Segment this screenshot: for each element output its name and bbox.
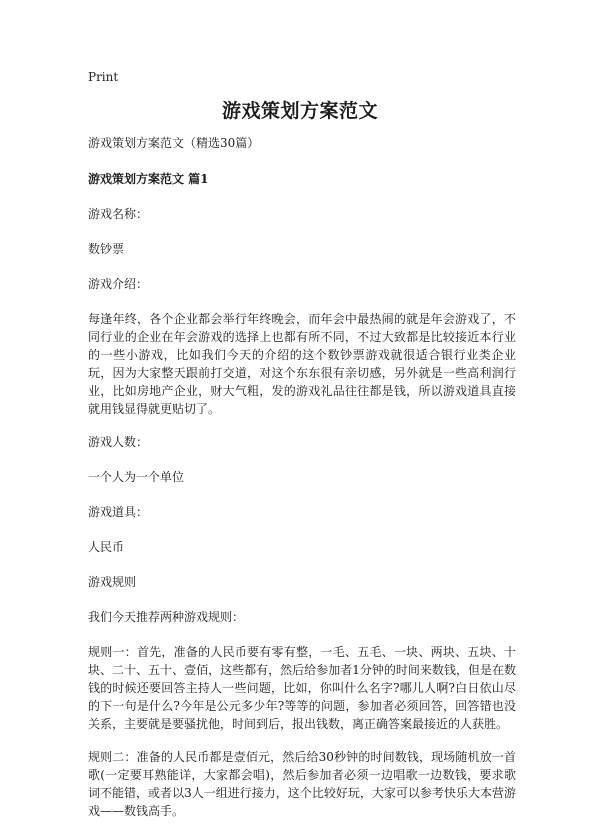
document-title: 游戏策划方案范文 (221, 100, 378, 122)
game-name-value: 数钞票 (88, 242, 125, 256)
game-name-label: 游戏名称： (88, 207, 149, 221)
intro-label: 游戏介绍： (88, 277, 149, 291)
rule-two-paragraph: 规则二：准备的人民币都是壹佰元，然后给30秒钟的时间数钱，现场随机放一首歌(一定要耳熟能详，大家都会唱)，然后参加者必须一边唱歌一边数钱，要求歌词不能错，或者以3人一组进行接力，这个比较好玩，大家可以参考快乐大本营游戏——数钱高手。 (88, 750, 516, 818)
document-body (88, 134, 516, 835)
players-value: 一个人为一个单位 (88, 470, 185, 484)
props-value: 人民币 (88, 540, 125, 554)
rules-intro: 我们今天推荐两种游戏规则： (88, 610, 245, 624)
section-heading: 游戏策划方案范文 篇1 (88, 172, 209, 186)
players-label: 游戏人数： (88, 435, 149, 449)
rule-one-paragraph: 规则一：首先，准备的人民币要有零有整，一毛、五毛、一块、两块、五块、十块、二十、五十、壹佰，这些都有，然后给参加者1分钟的时间来数钱，但是在数钱的时候还要回答主持人一些问题，比如，你叫什么名字?哪儿人啊?白日依山尽的下一句是什么?今年是公元多少年?等等的问题，参加者必须回答，回答错也没关系，主要就是要骚扰他，时间到后，报出钱数，离正确答案最接近的人获胜。 (88, 645, 516, 731)
props-label: 游戏道具： (88, 505, 149, 519)
print-label: Print (88, 70, 119, 84)
document-subtitle: 游戏策划方案范文（精选30篇） (88, 136, 260, 150)
rules-label: 游戏规则 (88, 575, 137, 589)
intro-paragraph: 每逢年终，各个企业都会举行年终晚会，而年会中最热闹的就是年会游戏了，不同行业的企业在年会游戏的选择上也都有所不同，不过大致都是比较接近本行业的一些小游戏，比如我们今天的介绍的这个数钞票游戏就很适合银行业类企业玩，因为大家整天跟前打交道，对这个东东很有亲切感，另外就是一些高利润行业，比如房地产企业，财大气粗，发的游戏礼品往往都是钱，所以游戏道具直接就用钱显得就更贴切了。 (88, 312, 516, 416)
